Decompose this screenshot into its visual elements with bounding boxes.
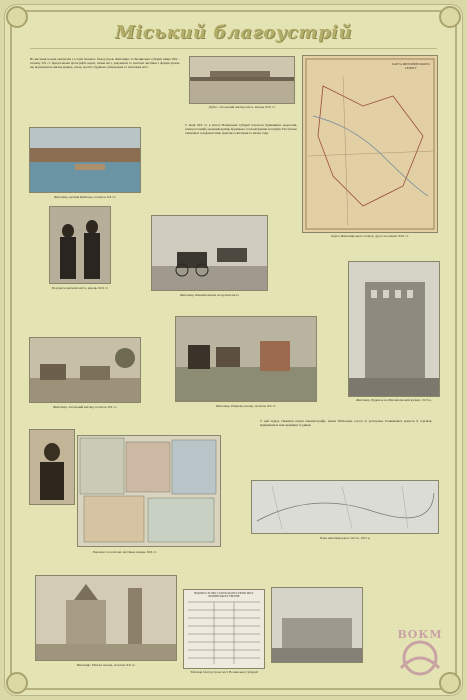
map-drawing bbox=[303, 56, 437, 232]
right-text: У цей період з'явилися перші кінематографи, міські бібліотеки, готелі та ресторани. Розвивалися ремесла й торгівля, відкривалися нові крамниці та ринки. bbox=[260, 419, 432, 427]
caption: Портрети жителів міста, кінець ХІХ ст. bbox=[51, 286, 109, 290]
museum-logo bbox=[389, 628, 451, 678]
photo-image bbox=[152, 216, 267, 290]
photo-image bbox=[349, 262, 439, 396]
table-drawing bbox=[184, 590, 264, 668]
photo-portraits bbox=[50, 207, 110, 283]
photo-gentleman bbox=[30, 430, 74, 504]
photo-image bbox=[30, 430, 74, 504]
collage-image bbox=[78, 436, 220, 546]
photo-image bbox=[176, 317, 316, 401]
caption: Карта Житомирського повіту, друга половина ХІХ ст. bbox=[331, 234, 409, 238]
map-label: КАРТА ЖИТОМИРСЬКОГО ПОВІТУ bbox=[392, 62, 430, 70]
doc-table bbox=[184, 590, 264, 668]
photo-city-plan bbox=[252, 481, 438, 533]
caption: Житомир. Кінний екіпаж на вулиці міста bbox=[179, 293, 240, 297]
photo-village bbox=[30, 338, 140, 402]
caption: Житомир. Загальний вигляд, початок ХХ ст. bbox=[53, 405, 117, 409]
table-title: ВІДОМОСТІ ПРО СТАН БЛАГОУСТРОЮ МІСТ ВОЛИНСЬКОЇ ГУБЕРНІЇ bbox=[194, 592, 254, 598]
plan-drawing bbox=[252, 481, 438, 533]
caption: Житомир, вулиця Київська, початок ХХ ст. bbox=[54, 195, 116, 199]
collage-postcards bbox=[78, 436, 220, 546]
corner-ornament bbox=[6, 672, 28, 694]
logo-text: ВОКМ bbox=[397, 628, 443, 641]
middle-text: У кінці ХІХ ст. в містах Волинської губернії почалося будівництво водогонів, електростанцій, мощення вулиць бруківкою та влаштування тротуарів. Поступово з'являлися телефонні лінії, вуличне освітлення та міські сади. bbox=[185, 123, 297, 135]
photo-image bbox=[272, 588, 362, 662]
caption: Реклама та поштові листівки, кінець ХІХ ст. bbox=[93, 550, 157, 554]
photo-building bbox=[349, 262, 439, 396]
photo-town-square bbox=[36, 576, 176, 660]
photo-image bbox=[30, 128, 140, 192]
page-title: Міський благоустрій bbox=[115, 22, 352, 43]
caption: Житомир. Міська площа, початок ХХ ст. bbox=[76, 663, 136, 667]
caption: Житомир. Будинок на Михайлівській вулиці, 1913 р. bbox=[356, 398, 432, 402]
photo-harbor bbox=[30, 128, 140, 192]
photo-image bbox=[30, 338, 140, 402]
caption: Таблиця благоустрою міст Волинської губернії bbox=[190, 670, 258, 674]
map-image bbox=[303, 56, 437, 232]
painting-market bbox=[176, 317, 316, 401]
photo-image bbox=[36, 576, 176, 660]
title-divider bbox=[30, 48, 437, 49]
intro-text: На виставці подані матеріали з історії міського благоустрою Житомира та Волинської губернії кінця ХІХ – початку ХХ ст. Представлені фотографії, карти, плани міст, документи та поштові листівки з фондів музею, що відтворюють вигляд вулиць, площ, мостів і будівель губернських та повітових міст. bbox=[30, 57, 180, 69]
photo-carriage bbox=[152, 216, 267, 290]
caption: Житомир. Ринкова площа, початок ХХ ст. bbox=[215, 404, 277, 408]
photo-square-bottom bbox=[272, 588, 362, 662]
photo-image bbox=[190, 57, 294, 103]
photo-image bbox=[50, 207, 110, 283]
caption: Дубно. Загальний вигляд міста, кінець ХІХ ст. bbox=[208, 105, 276, 109]
caption: План житомирського міста, 1913 р. bbox=[319, 536, 371, 540]
photo-river-town bbox=[190, 57, 294, 103]
